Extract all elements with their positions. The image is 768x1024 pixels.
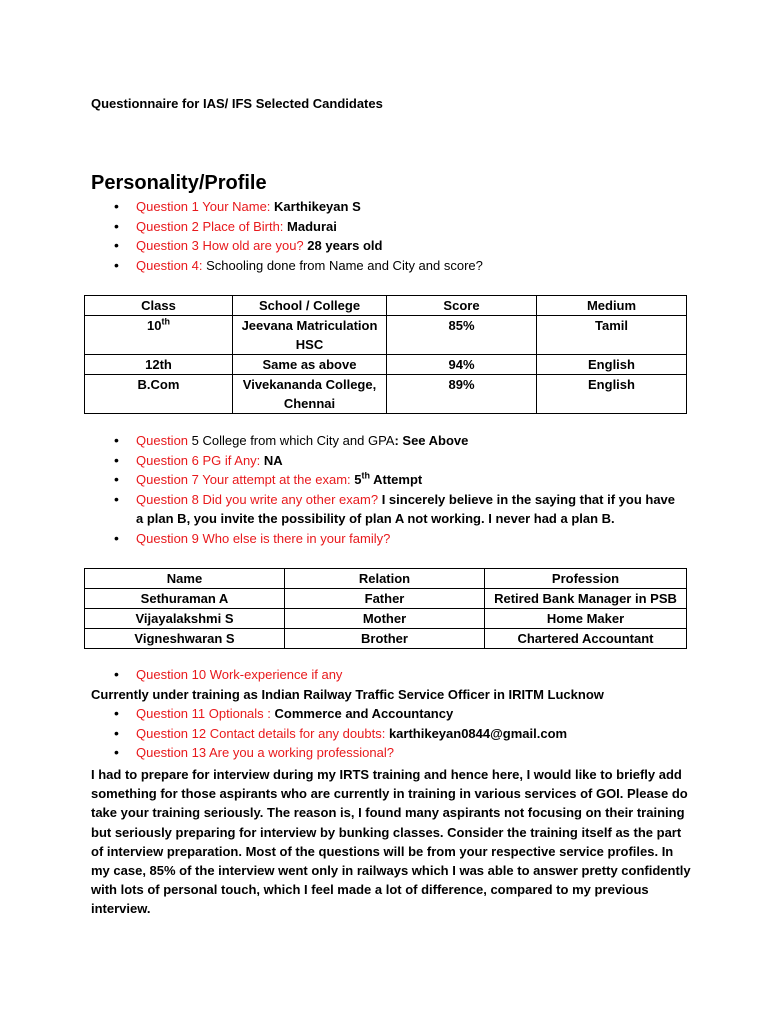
question-item bbox=[0, 724, 676, 744]
school-cell: Vivekananda College, Chennai bbox=[233, 375, 387, 414]
table-row bbox=[85, 589, 687, 609]
class-cell bbox=[85, 316, 233, 355]
question-item bbox=[0, 197, 676, 217]
question-label: Question 13 Are you a working professional? bbox=[136, 745, 394, 760]
relation-cell: Father bbox=[285, 589, 485, 609]
profession-cell: Chartered Accountant bbox=[485, 629, 687, 649]
question-label: Question 7 Your attempt at the exam: bbox=[136, 472, 355, 487]
question-item bbox=[0, 743, 676, 763]
medium-cell: Tamil bbox=[537, 316, 687, 355]
question-list-work bbox=[0, 665, 676, 685]
table-row bbox=[85, 609, 687, 629]
document-title: Questionnaire for IAS/ IFS Selected Candidates bbox=[91, 96, 383, 111]
question-label: Question 8 Did you write any other exam? bbox=[136, 491, 382, 507]
question-answer: 28 years old bbox=[307, 238, 383, 253]
question-answer: I sincerely believe in the saying that if you have a plan B, you invite the possibility of plan A not working. I never had a plan B. bbox=[136, 491, 676, 526]
question-label: Question bbox=[136, 433, 189, 448]
question-label: Question 11 Optionals : bbox=[136, 706, 275, 721]
class-suffix: th bbox=[161, 316, 170, 327]
school-cell: Jeevana Matriculation HSC bbox=[233, 316, 387, 355]
question-label: Question 10 Work-experience if any bbox=[136, 667, 343, 682]
question-list-profile bbox=[0, 197, 676, 275]
question-item bbox=[0, 236, 676, 256]
schooling-table bbox=[84, 295, 687, 414]
attempt-suffix: th bbox=[361, 470, 370, 481]
attempt-number: 5 bbox=[354, 472, 362, 487]
question-answer: Karthikeyan S bbox=[274, 199, 361, 214]
column-header: Profession bbox=[485, 569, 687, 589]
class-value: 10 bbox=[147, 318, 162, 333]
question-answer: karthikeyan0844@gmail.com bbox=[388, 725, 568, 741]
table-row bbox=[85, 316, 687, 355]
question-label: Question 6 PG if Any: bbox=[136, 452, 264, 468]
question-item bbox=[0, 490, 676, 529]
question-item bbox=[0, 256, 676, 276]
medium-cell: English bbox=[537, 355, 687, 375]
question-item bbox=[0, 665, 676, 685]
school-cell: Same as above bbox=[233, 355, 387, 375]
profession-cell: Home Maker bbox=[485, 609, 687, 629]
class-cell bbox=[85, 375, 233, 414]
name-cell: Vijayalakshmi S bbox=[85, 609, 285, 629]
name-cell: Vigneshwaran S bbox=[85, 629, 285, 649]
class-cell bbox=[85, 355, 233, 375]
work-experience-text: Currently under training as Indian Railway Traffic Service Officer in IRITM Lucknow bbox=[91, 687, 604, 702]
column-header: Medium bbox=[537, 296, 687, 316]
attempt-word: Attempt bbox=[369, 472, 423, 487]
class-value: B.Com bbox=[137, 377, 180, 392]
column-header: Score bbox=[387, 296, 537, 316]
question-label: Question 12 Contact details for any doubts: bbox=[136, 725, 389, 741]
profession-cell: Retired Bank Manager in PSB bbox=[485, 589, 687, 609]
score-cell: 94% bbox=[387, 355, 537, 375]
medium-cell: English bbox=[537, 375, 687, 414]
question-answer: NA bbox=[263, 452, 283, 468]
relation-cell: Mother bbox=[285, 609, 485, 629]
score-cell: 89% bbox=[387, 375, 537, 414]
column-header: Name bbox=[85, 569, 285, 589]
question-item bbox=[0, 431, 676, 451]
question-item bbox=[0, 451, 676, 471]
relation-cell: Brother bbox=[285, 629, 485, 649]
question-label: Question 9 Who else is there in your family? bbox=[136, 530, 391, 546]
table-row bbox=[85, 629, 687, 649]
question-answer bbox=[354, 472, 422, 487]
question-answer: Schooling done from Name and City and score? bbox=[206, 257, 483, 273]
table-row bbox=[85, 355, 687, 375]
name-cell: Sethuraman A bbox=[85, 589, 285, 609]
table-row bbox=[85, 375, 687, 414]
question-label-plain: 5 College from which City and GPA bbox=[188, 433, 395, 448]
class-value: 12th bbox=[145, 357, 172, 372]
question-label: Question 2 Place of Birth: bbox=[136, 218, 288, 234]
question-label: Question 4: bbox=[136, 257, 207, 273]
question-list-education bbox=[0, 431, 676, 548]
question-answer: Madurai bbox=[287, 218, 337, 234]
question-list-other bbox=[0, 704, 676, 763]
question-answer: : See Above bbox=[394, 433, 469, 448]
score-cell: 85% bbox=[387, 316, 537, 355]
question-answer: Commerce and Accountancy bbox=[274, 706, 454, 721]
section-heading: Personality/Profile bbox=[91, 172, 267, 194]
question-item bbox=[0, 704, 676, 724]
question-item bbox=[0, 529, 676, 549]
question-item bbox=[0, 217, 676, 237]
closing-paragraph: I had to prepare for interview during my IRTS training and hence here, I would like to briefly add something for those aspirants who are currently in training in various services of GOI. Please do take your training seriously. The reason is, I found many aspirants not focusing on their training but seriously preparing for interview by bunking classes. Consider the training itself as the part of interview preparation. Most of the questions will be from your respective service profiles. In my case, 85% of the interview went only in railways which I was able to answer pretty confidently with lots of personal touch, which I feel made a lot of difference, compared to my previous interview. bbox=[91, 767, 691, 917]
column-header: School / College bbox=[233, 296, 387, 316]
column-header: Relation bbox=[285, 569, 485, 589]
question-label: Question 1 Your Name: bbox=[136, 199, 275, 214]
table-header-row bbox=[85, 569, 687, 589]
question-item bbox=[0, 470, 676, 490]
table-header-row bbox=[85, 296, 687, 316]
question-label: Question 3 How old are you? bbox=[136, 238, 308, 253]
column-header: Class bbox=[85, 296, 233, 316]
family-table bbox=[84, 568, 687, 649]
